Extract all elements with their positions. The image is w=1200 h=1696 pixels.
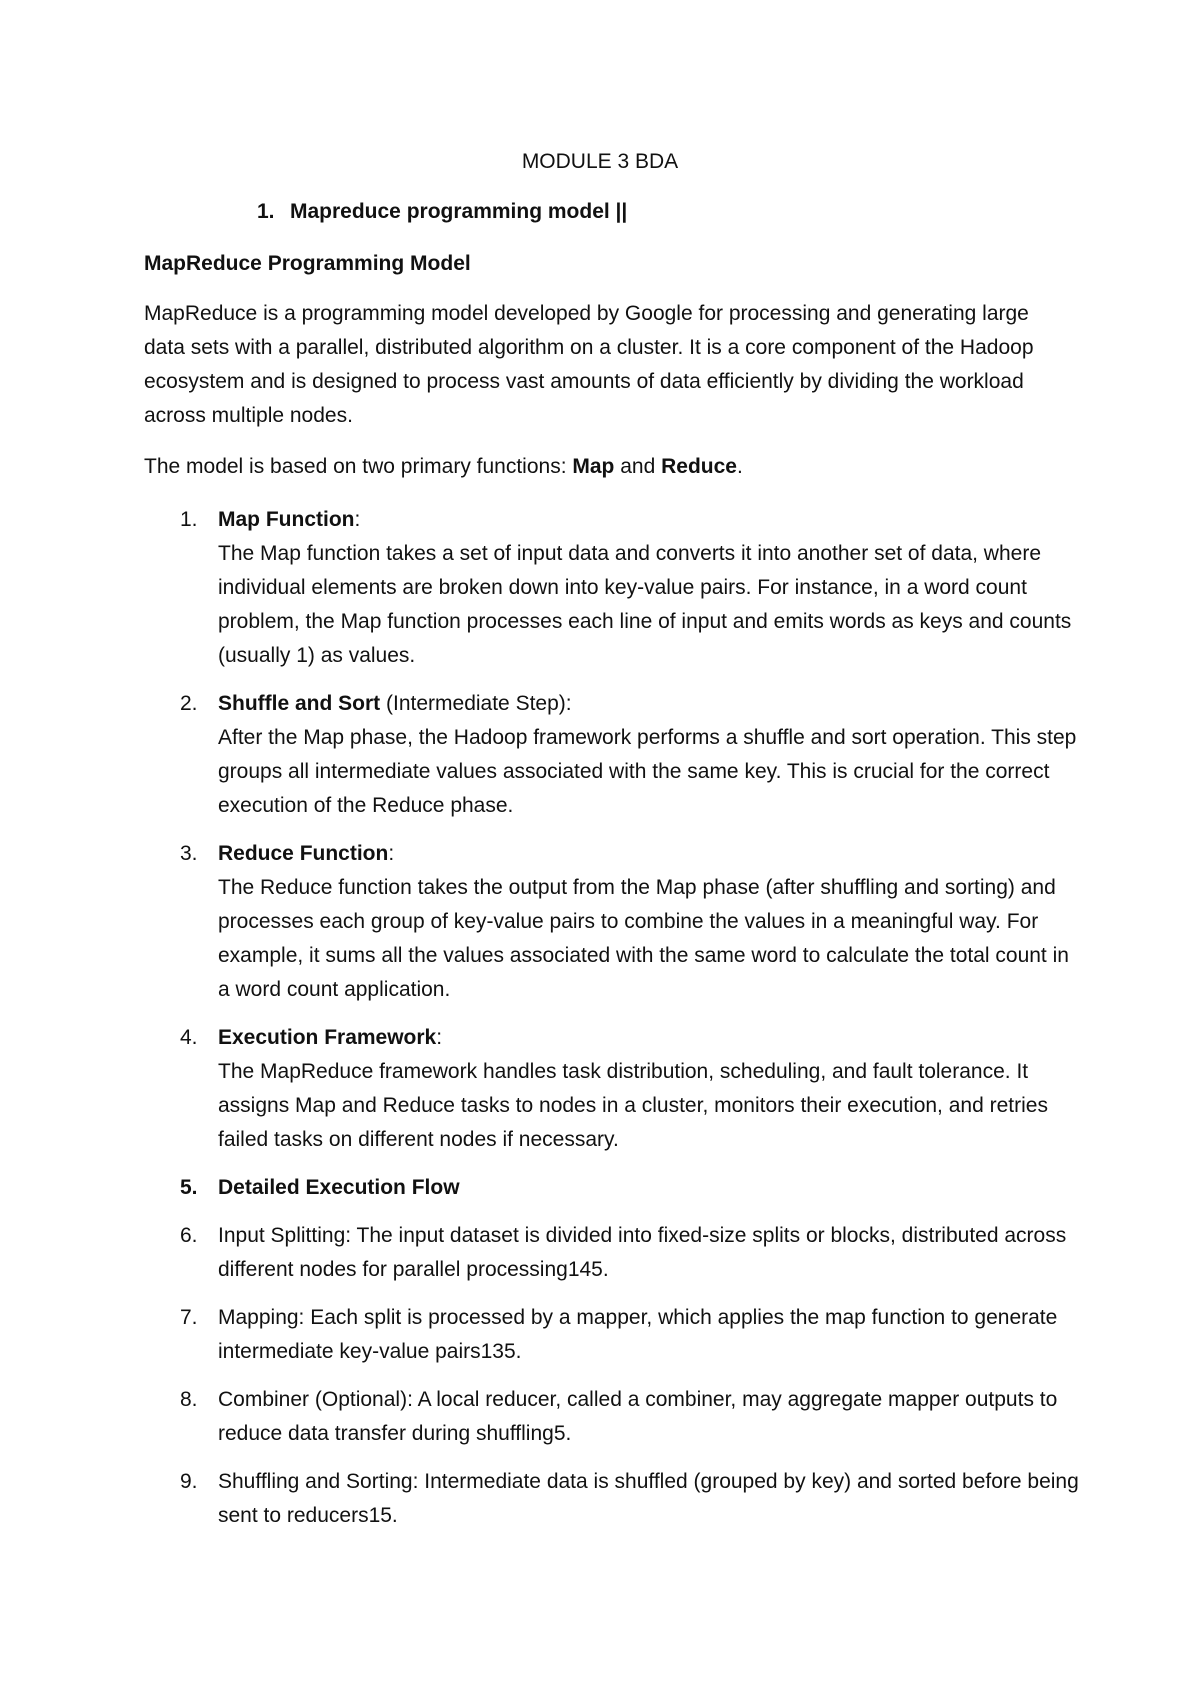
list-item-description: The MapReduce framework handles task distribution, scheduling, and fault tolerance. It assigns Map and Reduce tasks to nodes in a cluster, monitors their execution, and retries failed tasks on different nodes if necessary. bbox=[218, 1060, 1048, 1151]
list-item bbox=[144, 1219, 1084, 1287]
functions-list bbox=[144, 503, 1084, 1547]
list-item-number: 6. bbox=[180, 1224, 198, 1247]
list-item bbox=[144, 1021, 1084, 1157]
list-item bbox=[144, 503, 1084, 673]
list-item-number: 2. bbox=[180, 692, 198, 715]
model-sentence-map: Map bbox=[572, 455, 615, 478]
list-item bbox=[144, 1465, 1084, 1533]
list-item-text: Shuffling and Sorting: Intermediate data is shuffled (grouped by key) and sorted before being sent to reducers15. bbox=[218, 1470, 1079, 1527]
list-item-text: Mapping: Each split is processed by a mapper, which applies the map function to generate intermediate key-value pairs135. bbox=[218, 1306, 1058, 1363]
list-item-title: Map Function bbox=[218, 508, 355, 531]
list-item-title-suffix: : bbox=[436, 1026, 443, 1049]
intro-paragraph: MapReduce is a programming model developed by Google for processing and generating large data sets with a parallel, distributed algorithm on a cluster. It is a core component of the Hadoop ecosystem and is designed to process vast amounts of data efficiently by dividing the workload across multiple nodes. bbox=[144, 302, 1034, 427]
document-title: MODULE 3 BDA bbox=[521, 150, 679, 173]
list-item-number: 1. bbox=[180, 508, 198, 531]
model-sentence bbox=[144, 450, 1074, 484]
list-item-title-suffix: (Intermediate Step): bbox=[380, 692, 572, 715]
list-item-title-suffix: : bbox=[354, 508, 361, 531]
model-sentence-suffix: . bbox=[736, 455, 743, 478]
model-sentence-prefix: The model is based on two primary functions: bbox=[144, 455, 573, 478]
list-item-number: 8. bbox=[180, 1388, 198, 1411]
flow-heading bbox=[144, 1171, 1084, 1205]
list-item bbox=[144, 1301, 1084, 1369]
list-item-number: 3. bbox=[180, 842, 198, 865]
list-item bbox=[144, 687, 1084, 823]
main-heading-text: Mapreduce programming model || bbox=[290, 200, 628, 223]
model-sentence-and: and bbox=[614, 455, 662, 478]
main-heading-number: 1. bbox=[257, 200, 275, 223]
list-item-description: The Reduce function takes the output from the Map phase (after shuffling and sorting) and processes each group of key-value pairs to combine the values in a meaningful way. For example, it sums all the values associated with the same word to calculate the total count in a word count application. bbox=[218, 876, 1069, 1001]
flow-heading-number: 5. bbox=[180, 1176, 198, 1199]
list-item-number: 4. bbox=[180, 1026, 198, 1049]
list-item-text: Combiner (Optional): A local reducer, called a combiner, may aggregate mapper outputs to reduce data transfer during shuffling5. bbox=[218, 1388, 1058, 1445]
list-item-title: Execution Framework bbox=[218, 1026, 437, 1049]
list-item-text: Input Splitting: The input dataset is divided into fixed-size splits or blocks, distributed across different nodes for parallel processing145. bbox=[218, 1224, 1067, 1281]
section-heading: MapReduce Programming Model bbox=[144, 252, 471, 275]
list-item-title-suffix: : bbox=[388, 842, 395, 865]
list-item-title: Shuffle and Sort bbox=[218, 692, 381, 715]
list-item bbox=[144, 837, 1084, 1007]
model-sentence-reduce: Reduce bbox=[661, 455, 737, 478]
list-item-number: 9. bbox=[180, 1470, 198, 1493]
list-item-title: Reduce Function bbox=[218, 842, 389, 865]
flow-heading-text: Detailed Execution Flow bbox=[218, 1176, 460, 1199]
list-item bbox=[144, 1383, 1084, 1451]
list-item-description: The Map function takes a set of input data and converts it into another set of data, where individual elements are broken down into key-value pairs. For instance, in a word count problem, the Map function processes each line of input and emits words as keys and counts (usually 1) as values. bbox=[218, 542, 1072, 667]
list-item-number: 7. bbox=[180, 1306, 198, 1329]
list-item-description: After the Map phase, the Hadoop framework performs a shuffle and sort operation. This step groups all intermediate values associated with the same key. This is crucial for the correct execution of the Reduce phase. bbox=[218, 726, 1077, 817]
